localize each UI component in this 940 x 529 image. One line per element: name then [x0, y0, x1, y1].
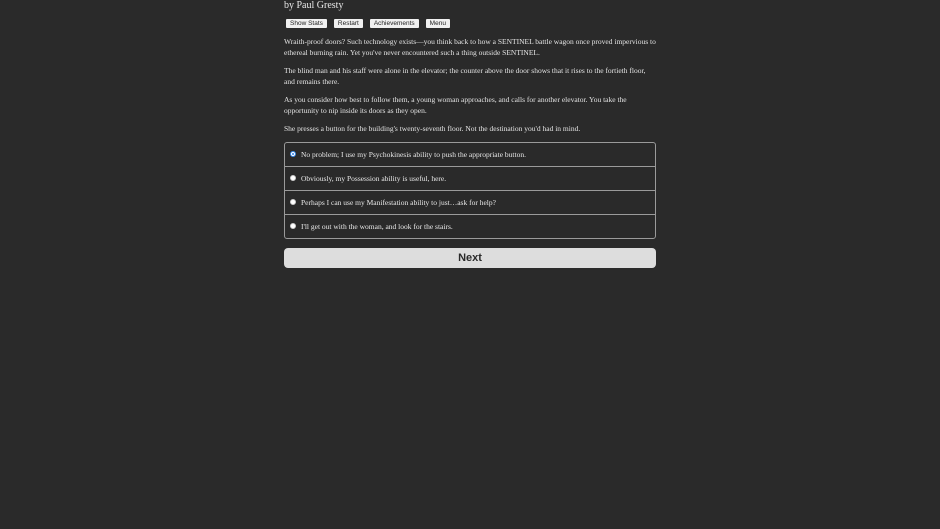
passage-paragraph: She presses a button for the building's twenty-seventh floor. Not the destination you'd had in mind.: [284, 124, 581, 133]
radio-icon[interactable]: [290, 223, 296, 229]
achievements-button[interactable]: Achievements: [370, 19, 419, 28]
restart-button[interactable]: Restart: [334, 19, 363, 28]
radio-selected-icon[interactable]: [290, 151, 296, 157]
menu-button[interactable]: Menu: [426, 19, 450, 28]
choice-option-psychokinesis[interactable]: [285, 143, 655, 167]
choice-label: No problem; I use my Psychokinesis ability to push the appropriate button.: [301, 149, 526, 159]
passage-paragraph: As you consider how best to follow them, a young woman approaches, and calls for another elevator. You take the opportunity to nip inside its doors as they open.: [284, 95, 627, 115]
radio-icon[interactable]: [290, 175, 296, 181]
next-button[interactable]: Next: [284, 248, 656, 268]
game-content: [284, 0, 656, 268]
radio-icon[interactable]: [290, 199, 296, 205]
passage-paragraph: Wraith-proof doors? Such technology exists—you think back to how a SENTINEL battle wagon once proved impervious to ethereal burning rain. Yet you've never encountered such a thing outside SENTINEL.: [284, 37, 656, 57]
choice-option-possession[interactable]: [285, 167, 655, 191]
choice-option-manifestation[interactable]: [285, 191, 655, 215]
choice-label: I'll get out with the woman, and look for the stairs.: [301, 221, 453, 231]
choice-option-stairs[interactable]: [285, 215, 655, 238]
choice-label: Perhaps I can use my Manifestation ability to just…ask for help?: [301, 197, 496, 207]
story-passage: [284, 37, 656, 135]
author-byline: by Paul Gresty: [284, 0, 344, 11]
passage-paragraph: The blind man and his staff were alone in the elevator; the counter above the door shows that it rises to the fortieth floor, and remains there.: [284, 66, 646, 86]
toolbar: [284, 19, 656, 29]
choice-label: Obviously, my Possession ability is useful, here.: [301, 173, 447, 183]
choice-list: [284, 142, 656, 239]
show-stats-button[interactable]: Show Stats: [286, 19, 327, 28]
